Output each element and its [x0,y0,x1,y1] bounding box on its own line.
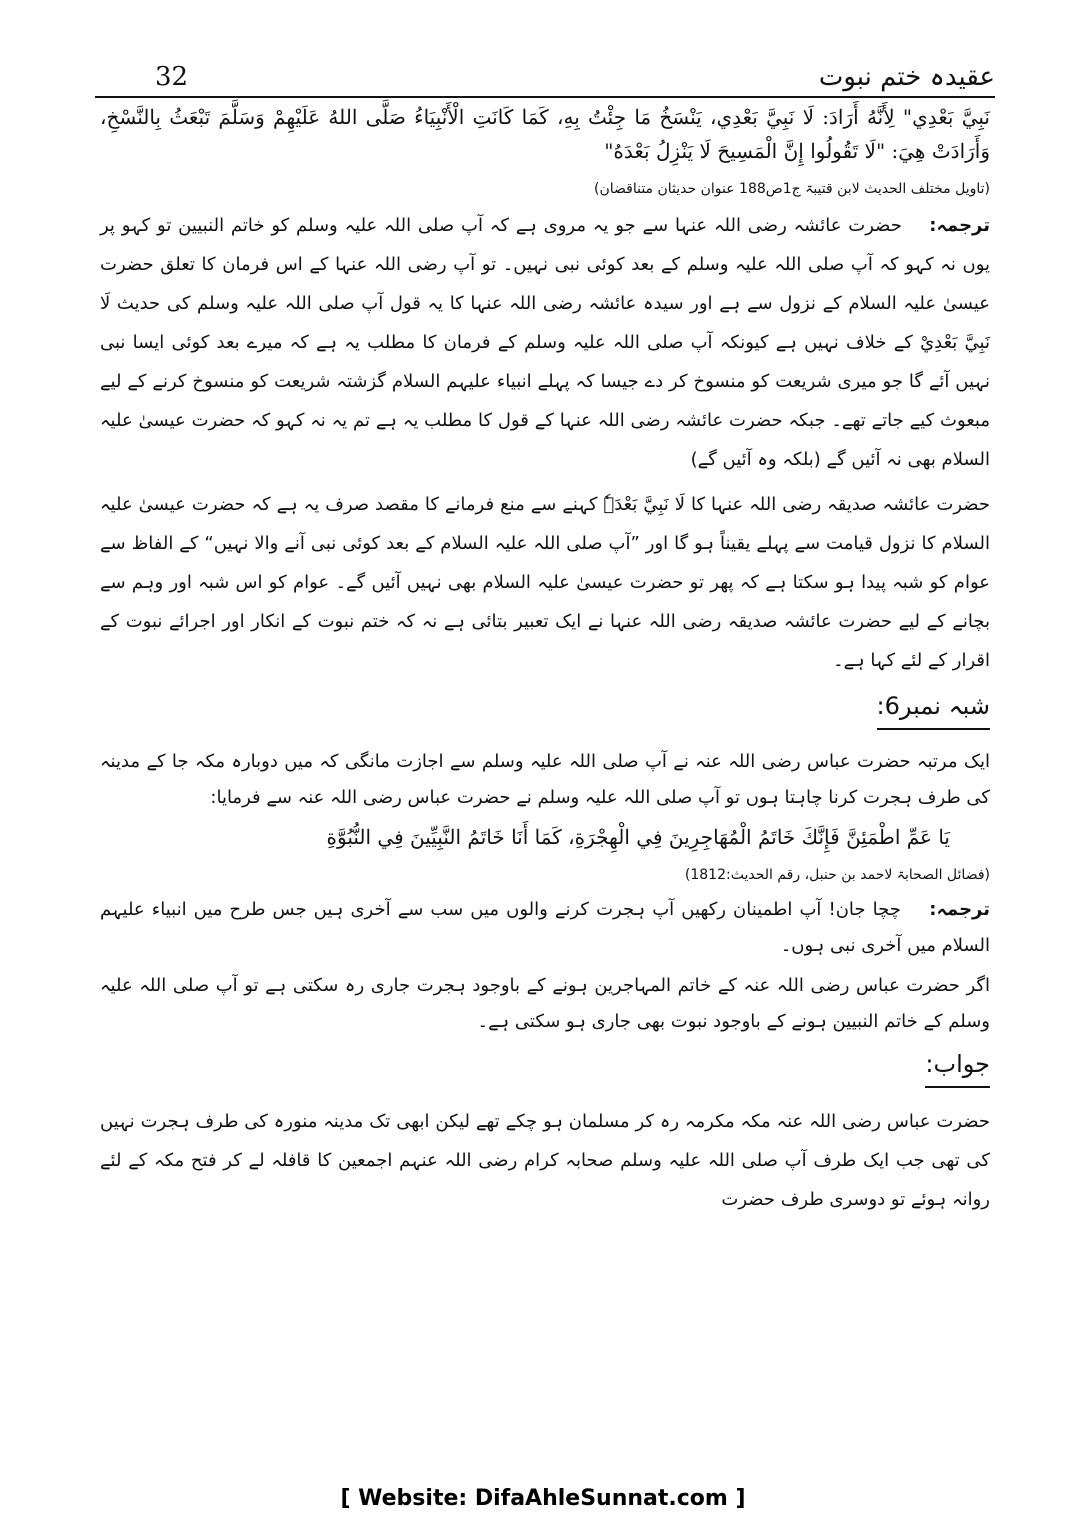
page-body [100,100,990,1225]
paragraph-2: حضرت عائشہ صدیقہ رضی اللہ عنہا کا لَا نَبِيَّ بَعْدَہٗ کہنے سے منع فرمانے کا مقصد صرف یہ ہے کہ حضرت عیسیٰ علیہ السلام کا نزول قیامت سے پہلے یقیناً ہو گا اور ”آپ صلی اللہ علیہ السلام کے بعد کوئی نبی آنے والا نہیں“ کے الفاظ سے عوام کو شبہ پیدا ہو سکتا ہے کہ پھر تو حضرت عیسیٰ علیہ السلام بھی نہیں آئیں گے۔ عوام کو اس شبہ اور وہم سے بچانے کے لیے حضرت عائشہ صدیقہ رضی اللہ عنہا نے ایک تعبیر بتائی ہے نہ کہ ختم نبوت کے انکار اور اجرائے نبوت کے اقرار کے لئے کہا ہے۔ [100,494,990,671]
translation-label-2: ترجمہ: [929,899,990,920]
heading-doubt-6-text: شبہ نمبر6: [877,686,990,730]
website-footer: [ Website: DifaAhleSunnat.com ] [340,1486,746,1511]
reference-2: (فضائل الصحابۃ لاحمد بن حنبل، رقم الحدیث:1812) [684,867,990,883]
translation-text-1: حضرت عائشہ رضی اللہ عنہا سے جو یہ مروی ہے کہ آپ صلی اللہ علیہ وسلم کو خاتم النبیین تو کہو پر یوں نہ کہو کہ آپ صلی اللہ علیہ وسلم کے بعد کوئی نبی نہیں۔ تو آپ رضی اللہ عنہا کے اس فرمان کا تعلق حضرت عیسیٰ علیہ السلام کے نزول سے ہے اور سیدہ عائشہ رضی اللہ عنہا کا یہ قول آپ صلی اللہ علیہ وسلم کی حدیث لَا نَبِيَّ بَعْدِيْ کے خلاف نہیں ہے کیونکہ آپ صلی اللہ علیہ وسلم کے فرمان کا مطلب یہ ہے کہ میرے بعد کوئی ایسا نبی نہیں آئے گا جو میری شریعت کو منسوخ کر دے جیسا کہ پہلے انبیاء علیہم السلام گزشتہ شریعت کو منسوخ کرنے کے لیے مبعوث کیے جاتے تھے۔ جبکہ حضرت عائشہ رضی اللہ عنہا کے قول کا مطلب یہ ہے تم یہ نہ کہو کہ حضرت عیسیٰ علیہ السلام بھی نہ آئیں گے (بلکہ وہ آئیں گے) [100,215,990,470]
paragraph-4: اگر حضرت عباس رضی اللہ عنہ کے خاتم المہاجرین ہونے کے باوجود ہجرت جاری رہ سکتی ہے تو آپ صلی اللہ علیہ وسلم کے خاتم النبیین ہونے کے باوجود نبوت بھی جاری ہو سکتی ہے۔ [100,975,990,1032]
translation-label: ترجمہ: [929,215,990,236]
section-heading-answer [100,1044,990,1088]
translation-paragraph-1 [100,206,990,479]
page-header [95,60,995,96]
paragraph-3: ایک مرتبہ حضرت عباس رضی اللہ عنہ نے آپ صلی اللہ علیہ وسلم سے اجازت مانگی کہ میں دوبارہ مکہ جا کے مدینہ کی طرف ہجرت کرنا چاہتا ہوں تو آپ صلی اللہ علیہ وسلم نے حضرت عباس رضی اللہ عنہ سے فرمایا: [100,751,990,808]
book-title: عقیدہ ختم نبوت [818,62,995,92]
translation-text-2: چچا جان! آپ اطمینان رکھیں آپ ہجرت کرنے والوں میں سب سے آخری ہیں جس طرح میں انبیاء علیہم السلام میں آخری نبی ہوں۔ [100,899,990,956]
reference-1: (تاویل مختلف الحدیث لابن قتیبۃ ج1ص188 عنوان حدیثان متناقضان) [593,181,990,197]
paragraph-5: حضرت عباس رضی اللہ عنہ مکہ مکرمہ رہ کر مسلمان ہو چکے تھے لیکن ابھی تک مدینہ منورہ کی طرف ہجرت نہیں کی تھی جب ایک طرف آپ صلی اللہ علیہ وسلم صحابہ کرام رضی اللہ عنہم اجمعین کا قافلہ لے کر فتح مکہ کے لئے روانہ ہوئے تو دوسری طرف حضرت [100,1111,991,1210]
heading-answer-text: جواب: [925,1044,990,1088]
translation-paragraph-2 [100,892,990,964]
header-divider [95,96,995,98]
arabic-quote-2: يَا عَمِّ اطْمَئِنَّ فَإِنَّكَ خَاتَمُ الْمُهَاجِرِينَ فِي الْهِجْرَةِ، كَمَا أَنَا خَاتَمُ النَّبِيِّينَ فِي النُّبُوَّةِ [326,825,950,849]
arabic-quote-1: نَبِيَّ بَعْدِي" لِأَنَّهُ أَرَادَ: لَا نَبِيَّ بَعْدِي، يَنْسَخُ مَا جِئْتُ بِهِ، كَمَا كَانَتِ الْأَنْبِيَاءُ صَلَّى اللهُ عَلَيْهِمْ وَسَلَّمَ تَبْعَثُ بِالنَّسْخِ، وَأَرَادَتْ هِيَ: "لَا تَقُولُوا إِنَّ الْمَسِيحَ لَا يَنْزِلُ بَعْدَهُ" [100,105,990,163]
page-number: 32 [155,62,189,92]
section-heading-doubt-6 [100,686,990,730]
